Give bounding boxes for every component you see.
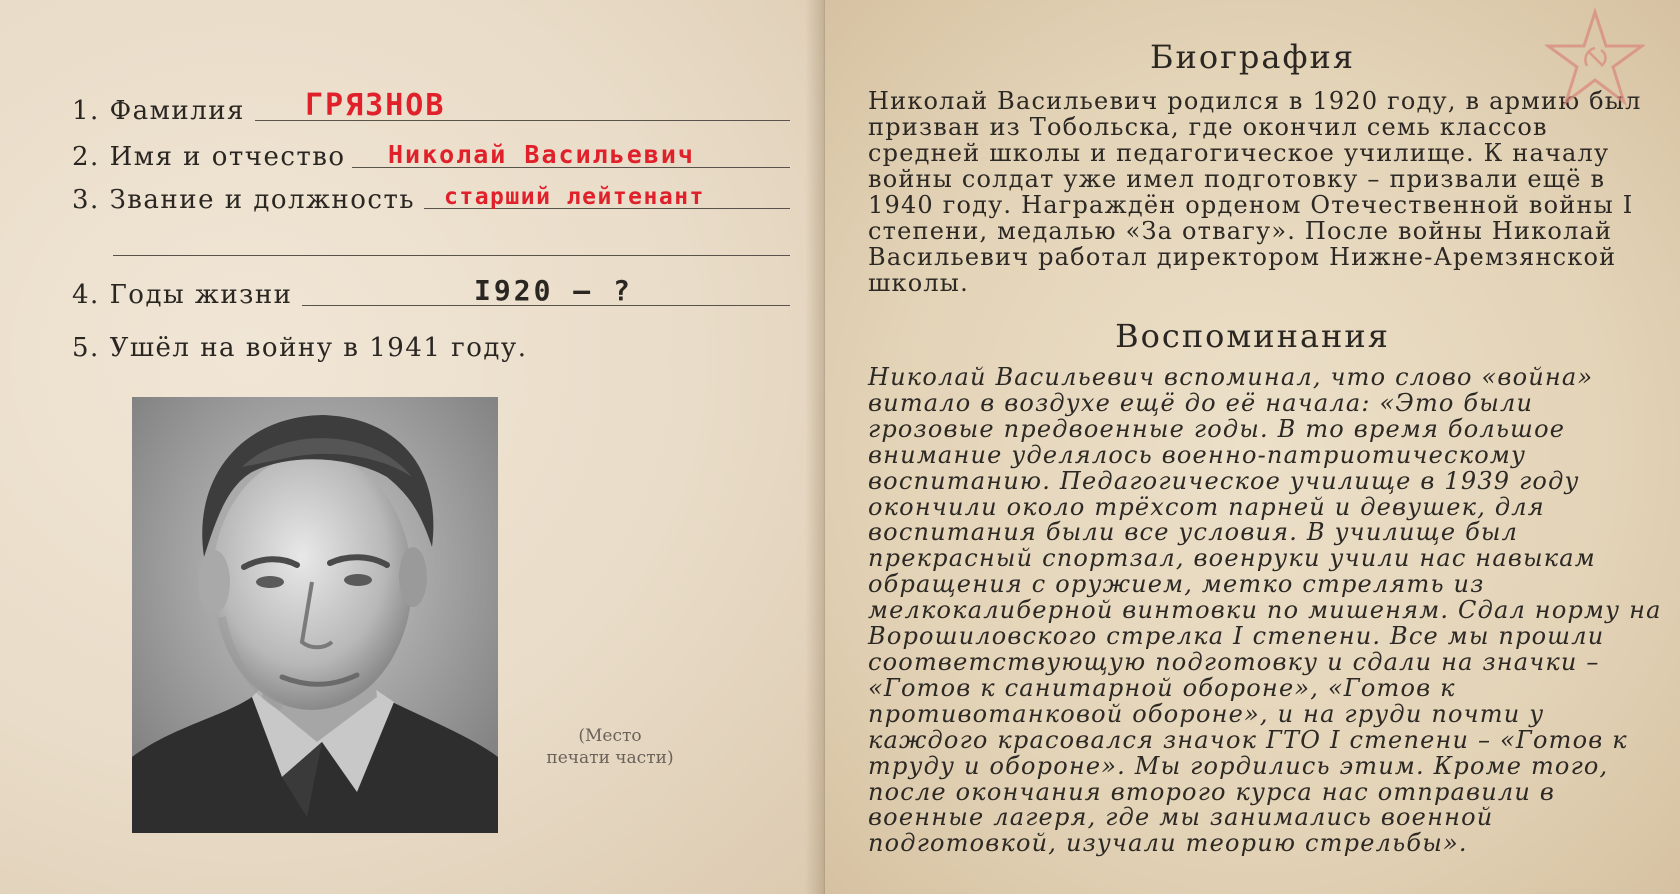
biography-text: Николай Васильевич родился в 1920 году, в армию был призван из Тобольска, где окончил семь классов средней школы и педагогическое училище. К началу войны солдат уже имел подготовку – призвали ещё в 1940 году. Награждён орденом Отечественной войны I степени, медалью «За отвагу». После войны Николай Васильевич работал директором Нижне-Аремзянской школы. — [868, 87, 1642, 297]
right-page — [825, 0, 1680, 894]
portrait-photo-illustration — [132, 397, 498, 833]
stamp-note-line2: печати части) — [546, 748, 674, 768]
field-rank-value: старший лейтенант — [444, 184, 705, 210]
portrait-photo — [132, 397, 498, 833]
field-surname-label: 1. Фамилия — [72, 96, 245, 126]
field-rank-label: 3. Звание и должность — [72, 185, 415, 215]
field-years-label: 4. Годы жизни — [72, 280, 293, 310]
blank-line — [113, 255, 790, 256]
left-page — [0, 0, 825, 894]
stamp-note-line1: (Место — [578, 726, 642, 746]
memories-text: Николай Васильевич вспоминал, что слово «война» витало в воздухе ещё до её начала: «Это были грозовые предвоенные годы. В то время большое внимание уделялось военно-патриотическому воспитанию. Педагогическое училище в 1939 году окончили около трёхсот парней и девушек, для воспитания были все условия. В училище был прекрасный спортзал, военруки учили нас навыкам обращения с оружием, метко стрелять из мелкокалиберной винтовки по мишеням. Сдал норму на Ворошиловского стрелка I степени. Все мы прошли соответствующую подготовку и сдали на значки – «Готов к санитарной обороне», «Готов к противотанковой обороне», и на груди почти у каждого красовался значок ГТО I степени – «Готов к труду и обороне». Мы гордились этим. Кроме того, после окончания второго курса нас отправили в военные лагеря, где мы занимались военной подготовкой, изучали теорию стрельбы». — [868, 363, 1662, 858]
stamp-place-note — [525, 725, 695, 769]
field-name-label: 2. Имя и отчество — [72, 142, 346, 172]
biography-title: Биография — [1150, 38, 1355, 76]
field-surname-value: ГРЯЗНОВ — [305, 88, 446, 123]
field-name-value: Николай Васильевич — [388, 140, 695, 169]
field-war-note: 5. Ушёл на войну в 1941 году. — [72, 333, 528, 363]
soviet-star-icon — [1545, 8, 1645, 108]
memories-title: Воспоминания — [1115, 317, 1390, 355]
field-years-value: I920 — ? — [474, 274, 633, 307]
